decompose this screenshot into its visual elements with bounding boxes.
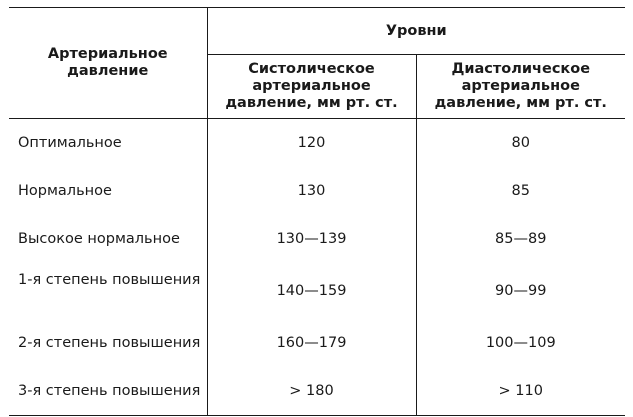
diastolic-value: 100—109	[485, 335, 556, 351]
blood-pressure-table	[9, 7, 625, 416]
row-name: Высокое нормальное	[18, 231, 180, 247]
header-row-label: Артериальное давление	[9, 8, 207, 119]
row-name: 1-я степень повышения	[18, 272, 201, 288]
table-body	[9, 119, 625, 416]
table-row	[9, 319, 625, 367]
table-row	[9, 119, 625, 168]
systolic-value: > 180	[207, 367, 416, 416]
systolic-value: 140—159	[207, 263, 416, 319]
row-name: Нормальное	[18, 183, 112, 199]
header-diastolic: Диастолическое артериальное давление, мм рт. ст.	[416, 55, 625, 119]
table-row	[9, 367, 625, 416]
systolic-value: 160—179	[207, 319, 416, 367]
systolic-value: 130	[207, 167, 416, 215]
table-header	[9, 8, 625, 119]
systolic-value: 120	[207, 119, 416, 168]
diastolic-value: 85	[511, 183, 530, 199]
diastolic-value: 90—99	[495, 283, 547, 299]
diastolic-value: 85—89	[495, 231, 547, 247]
systolic-value: 130—139	[207, 215, 416, 263]
header-systolic: Систолическое артериальное давление, мм рт. ст.	[207, 55, 416, 119]
table-row	[9, 167, 625, 215]
diastolic-value: > 110	[416, 367, 625, 416]
table-row	[9, 215, 625, 263]
header-levels: Уровни	[207, 8, 625, 55]
table-row	[9, 263, 625, 319]
diastolic-value: 80	[511, 135, 530, 151]
row-name: Оптимальное	[18, 135, 122, 151]
row-name: 2-я степень повышения	[18, 335, 201, 351]
row-name: 3-я степень повышения	[9, 367, 207, 416]
